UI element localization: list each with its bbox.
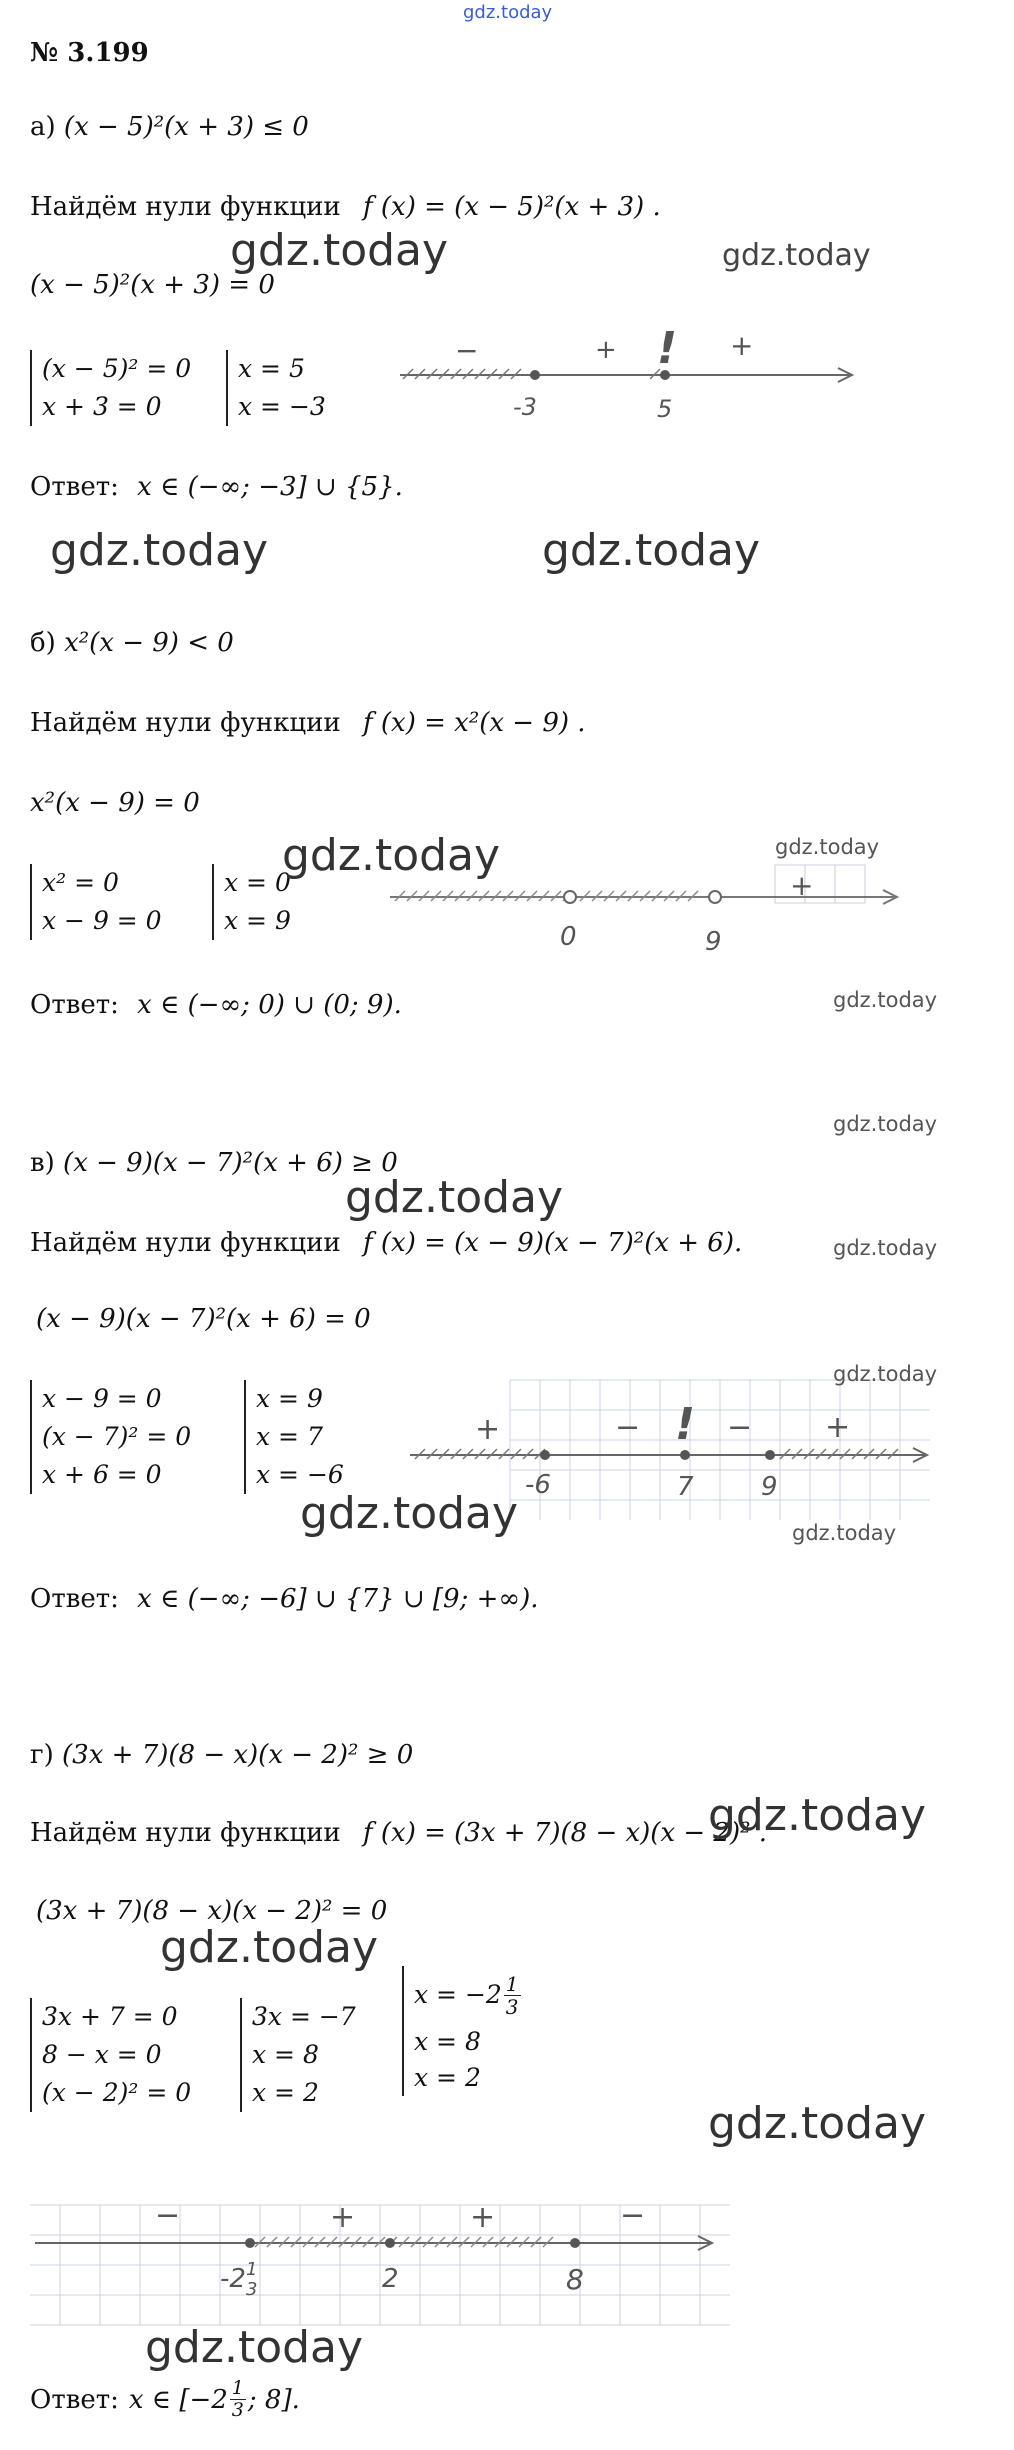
system-line: x = −3 [238, 392, 326, 421]
part-a-zeros-text: Найдём нули функции [30, 192, 341, 222]
watermark: gdz.today [833, 988, 938, 1012]
system-line: x = 0 [224, 868, 291, 897]
watermark: gdz.today [833, 1112, 938, 1136]
point-label: 2 [382, 2264, 399, 2294]
part-a-zeros-line [30, 192, 661, 222]
sign-label: + [330, 2200, 356, 2235]
part-c-function: f (x) = (x − 9)(x − 7)²(x + 6). [363, 1228, 743, 1258]
point-label: 5 [657, 395, 673, 423]
part-d-label: г) [30, 1740, 54, 1770]
part-b-system-1 [30, 864, 162, 940]
sign-label: + [790, 869, 814, 902]
system-line: x = 8 [252, 2040, 319, 2069]
watermark: gdz.today [145, 2322, 364, 2373]
answer-value: x ∈ (−∞; −3] ∪ {5}. [137, 472, 403, 502]
system-line: x − 9 = 0 [42, 906, 162, 935]
fraction-numerator: 1 [505, 1971, 519, 1996]
watermark: gdz.today [833, 1362, 938, 1386]
system-line: x + 6 = 0 [42, 1460, 162, 1489]
sign-label: + [825, 1410, 851, 1445]
sign-label: + [730, 329, 754, 362]
part-a-system-2 [226, 350, 326, 426]
part-a-number-line [395, 305, 865, 425]
answer-value: x ∈ (−∞; 0) ∪ (0; 9). [137, 990, 402, 1020]
answer-label: Ответ: [30, 1584, 119, 1614]
system-line: x = 2 [414, 2063, 481, 2092]
part-a-inequality: (x − 5)²(x + 3) ≤ 0 [63, 112, 309, 142]
part-b-zeros-line [30, 708, 586, 738]
sign-label: + [475, 1412, 501, 1447]
system-line: (x − 5)² = 0 [42, 354, 192, 383]
part-d-number-line [20, 2195, 740, 2330]
part-c-answer [30, 1584, 538, 1614]
watermark: gdz.today [775, 835, 880, 859]
answer-prefix: x ∈ [−2 [128, 2384, 228, 2415]
system-line: x = 2 [252, 2078, 319, 2107]
sign-label: ! [657, 323, 678, 374]
part-a-function: f (x) = (x − 5)²(x + 3) . [363, 192, 661, 222]
watermark: gdz.today [160, 1922, 379, 1973]
point-label: 0 [560, 922, 577, 952]
system-line [414, 1966, 521, 2024]
part-d-system-2 [240, 1998, 356, 2112]
sign-label: − [620, 2198, 646, 2233]
sign-label: ! [675, 1399, 696, 1450]
watermark: gdz.today [50, 525, 269, 576]
answer-denominator: 3 [231, 2399, 244, 2421]
answer-suffix: ; 8]. [247, 2384, 300, 2415]
system-line: x² = 0 [42, 868, 119, 897]
part-b-answer [30, 990, 402, 1020]
watermark: gdz.today [300, 1488, 519, 1539]
point-label: 9 [761, 1472, 778, 1502]
point-label: -3 [513, 393, 537, 421]
part-c-equation: (x − 9)(x − 7)²(x + 6) = 0 [36, 1304, 371, 1334]
top-watermark[interactable]: gdz.today [463, 2, 553, 23]
fraction-denominator: 3 [505, 1994, 519, 2019]
part-b-equation: x²(x − 9) = 0 [30, 788, 200, 818]
point-label: 3 [246, 2279, 258, 2300]
problem-number: № 3.199 [30, 38, 149, 68]
answer-fraction [230, 2378, 246, 2421]
system-line: 3x + 7 = 0 [42, 2002, 178, 2031]
answer-label: Ответ: [30, 2384, 119, 2415]
answer-label: Ответ: [30, 990, 119, 1020]
answer-label: Ответ: [30, 472, 119, 502]
sign-label: − [455, 334, 479, 367]
part-a-heading [30, 112, 309, 142]
part-d-zeros-line [30, 1818, 767, 1848]
part-c-zeros-text: Найдём нули функции [30, 1228, 341, 1258]
fraction [504, 1973, 521, 2018]
point-label: -6 [525, 1470, 551, 1500]
watermark: gdz.today [230, 225, 449, 276]
sign-label: + [470, 2200, 496, 2235]
part-c-zeros-line [30, 1228, 742, 1258]
point-label: 9 [705, 927, 722, 957]
system-line: x = 9 [256, 1384, 323, 1413]
fraction-whole: x = −2 [414, 1980, 502, 2009]
part-c-heading [30, 1148, 398, 1178]
sign-label: + [595, 335, 617, 365]
answer-value: x ∈ (−∞; −6] ∪ {7} ∪ [9; +∞). [137, 1584, 539, 1614]
system-line: 3x = −7 [252, 2002, 356, 2031]
part-c-inequality: (x − 9)(x − 7)²(x + 6) ≥ 0 [63, 1148, 398, 1178]
answer-numerator: 1 [231, 2377, 244, 2399]
system-line: x = 9 [224, 906, 291, 935]
part-b-zeros-text: Найдём нули функции [30, 708, 341, 738]
watermark: gdz.today [708, 2098, 927, 2149]
part-a-answer [30, 472, 403, 502]
system-line: x = 8 [414, 2027, 481, 2056]
part-c-label: в) [30, 1148, 55, 1178]
part-d-heading [30, 1740, 413, 1770]
part-b-inequality: x²(x − 9) < 0 [64, 628, 234, 658]
point-label: -2 [220, 2264, 246, 2294]
part-d-answer [30, 2378, 300, 2421]
watermark: gdz.today [282, 830, 501, 881]
sign-label: − [155, 2198, 181, 2233]
sign-label: − [727, 1410, 753, 1445]
part-c-system-2 [244, 1380, 344, 1494]
watermark: gdz.today [708, 1790, 927, 1841]
part-b-label: б) [30, 628, 56, 658]
watermark: gdz.today [792, 1521, 897, 1545]
watermark: gdz.today [833, 1236, 938, 1260]
system-line: x = −6 [256, 1460, 344, 1489]
part-d-zeros-text: Найдём нули функции [30, 1818, 341, 1848]
watermark: gdz.today [345, 1172, 564, 1223]
part-b-heading [30, 628, 234, 658]
point-label: 7 [677, 1472, 694, 1502]
part-b-function: f (x) = x²(x − 9) . [363, 708, 586, 738]
sign-label: − [615, 1410, 641, 1445]
system-line: x − 9 = 0 [42, 1384, 162, 1413]
point-label: 8 [566, 2263, 584, 2296]
part-d-function: f (x) = (3x + 7)(8 − x)(x − 2)² . [363, 1818, 768, 1848]
system-line: x + 3 = 0 [42, 392, 162, 421]
point-label: 1 [246, 2259, 258, 2280]
part-c-system-1 [30, 1380, 191, 1494]
part-a-system-1 [30, 350, 191, 426]
system-line: (x − 7)² = 0 [42, 1422, 192, 1451]
part-d-system-3 [402, 1966, 521, 2096]
part-d-system-1 [30, 1998, 191, 2112]
watermark: gdz.today [542, 525, 761, 576]
system-line: 8 − x = 0 [42, 2040, 162, 2069]
watermark: gdz.today [722, 238, 871, 273]
system-line: x = 7 [256, 1422, 323, 1451]
part-a-label: а) [30, 112, 56, 142]
part-d-inequality: (3x + 7)(8 − x)(x − 2)² ≥ 0 [62, 1740, 414, 1770]
part-b-system-2 [212, 864, 291, 940]
part-a-equation: (x − 5)²(x + 3) = 0 [30, 270, 275, 300]
part-d-equation: (3x + 7)(8 − x)(x − 2)² = 0 [36, 1896, 388, 1926]
system-line: (x − 2)² = 0 [42, 2078, 192, 2107]
system-line: x = 5 [238, 354, 305, 383]
